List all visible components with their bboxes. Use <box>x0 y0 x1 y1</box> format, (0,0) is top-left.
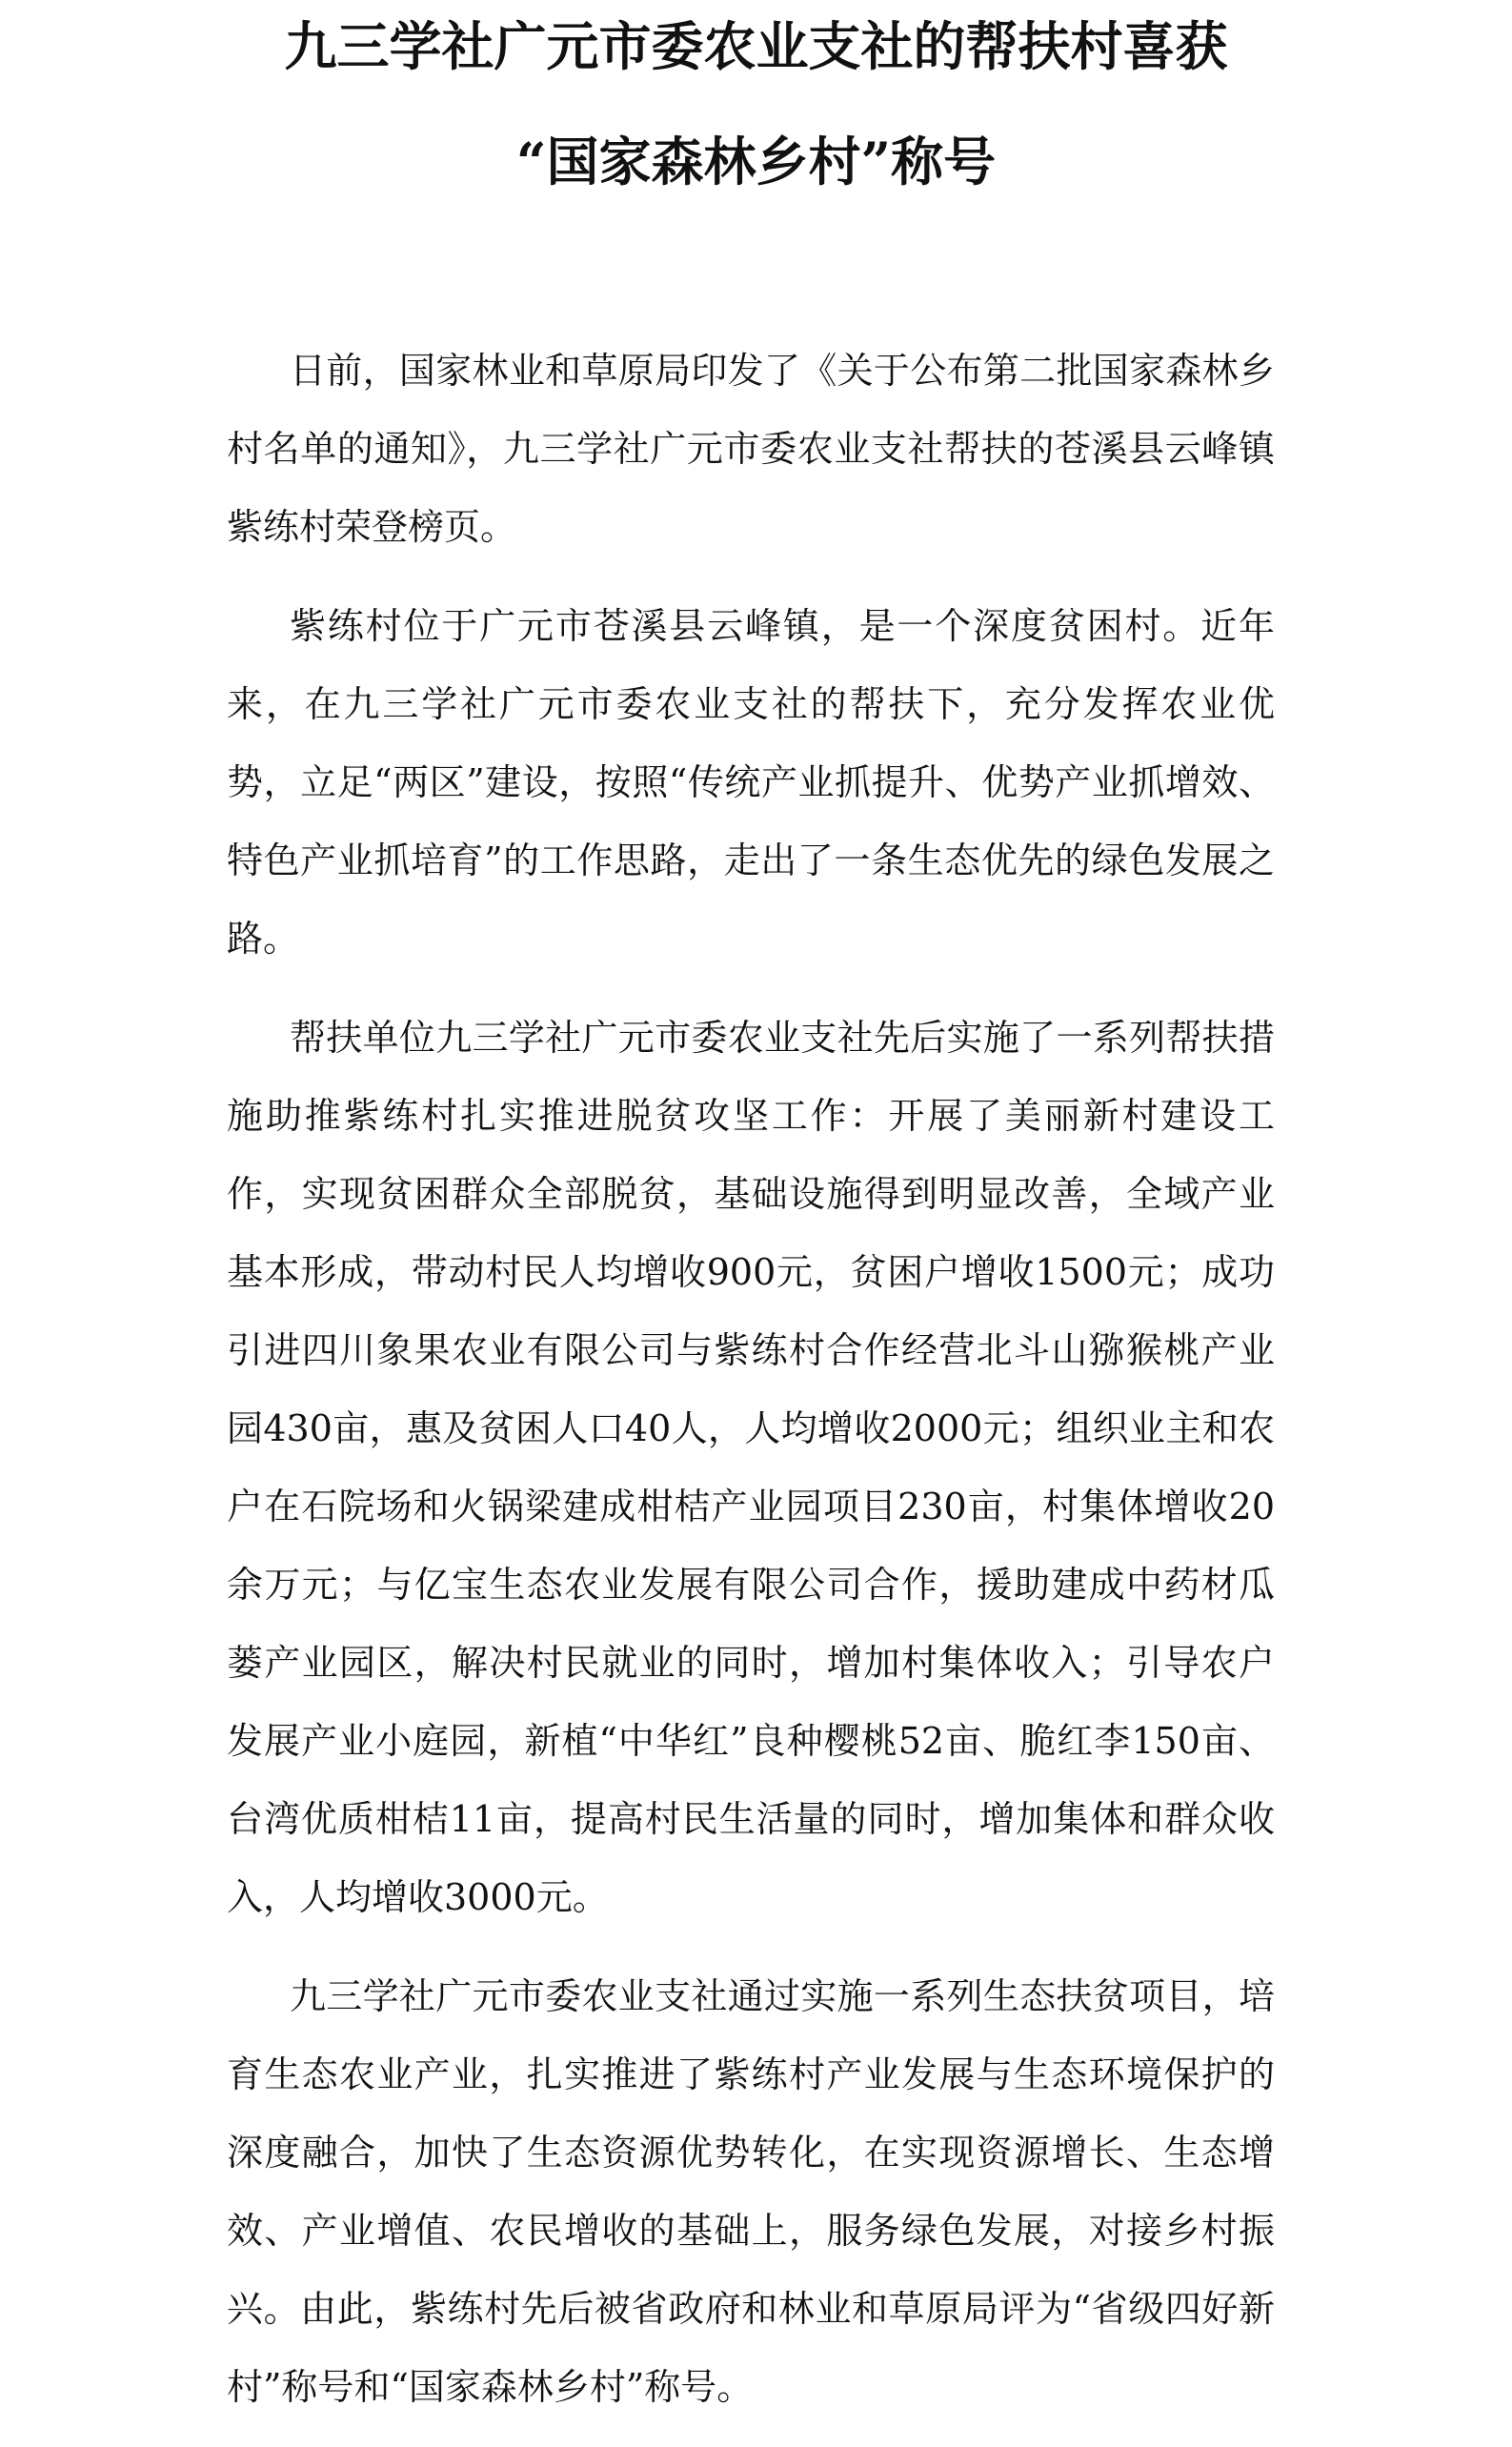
paragraph-4: 九三学社广元市委农业支社通过实施一系列生态扶贫项目，培育生态农业产业，扎实推进了紫练村产业发展与生态环境保护的深度融合，加快了生态资源优势转化，在实现资源增长、生态增效、产业增值、农民增收的基础上，服务绿色发展，对接乡村振兴。由此，紫练村先后被省政府和林业和草原局评为“省级四好新村”称号和“国家森林乡村”称号。 <box>227 1975 1275 2408</box>
title-line-2: “国家森林乡村”称号 <box>515 131 997 192</box>
paragraph-3: 帮扶单位九三学社广元市委农业支社先后实施了一系列帮扶措施助推紫练村扎实推进脱贫攻坚工作：开展了美丽新村建设工作，实现贫困群众全部脱贫，基础设施得到明显改善，全域产业基本形成，带动村民人均增收900元，贫困户增收1500元；成功引进四川象果农业有限公司与紫练村合作经营北斗山猕猴桃产业园430亩，惠及贫困人口40人，人均增收2000元；组织业主和农户在石院场和火锅梁建成柑桔产业园项目230亩，村集体增收20余万元；与亿宝生态农业发展有限公司合作，援助建成中药材瓜蒌产业园区，解决村民就业的同时，增加村集体收入；引导农户发展产业小庭园，新植“中华红”良种樱桃52亩、脆红李150亩、台湾优质柑桔11亩，提高村民生活量的同时，增加集体和群众收入，人均增收3000元。 <box>227 1017 1275 1918</box>
article-body <box>227 332 1275 2447</box>
paragraph-1: 日前，国家林业和草原局印发了《关于公布第二批国家森林乡村名单的通知》，九三学社广元市委农业支社帮扶的苍溪县云峰镇紫练村荣登榜页。 <box>227 350 1275 548</box>
paragraph-2: 紫练村位于广元市苍溪县云峰镇，是一个深度贫困村。近年来，在九三学社广元市委农业支社的帮扶下，充分发挥农业优势，立足“两区”建设，按照“传统产业抓提升、优势产业抓增效、特色产业抓培育”的工作思路，走出了一条生态优先的绿色发展之路。 <box>227 605 1275 960</box>
title-line-1: 九三学社广元市委农业支社的帮扶村喜获 <box>284 15 1228 77</box>
